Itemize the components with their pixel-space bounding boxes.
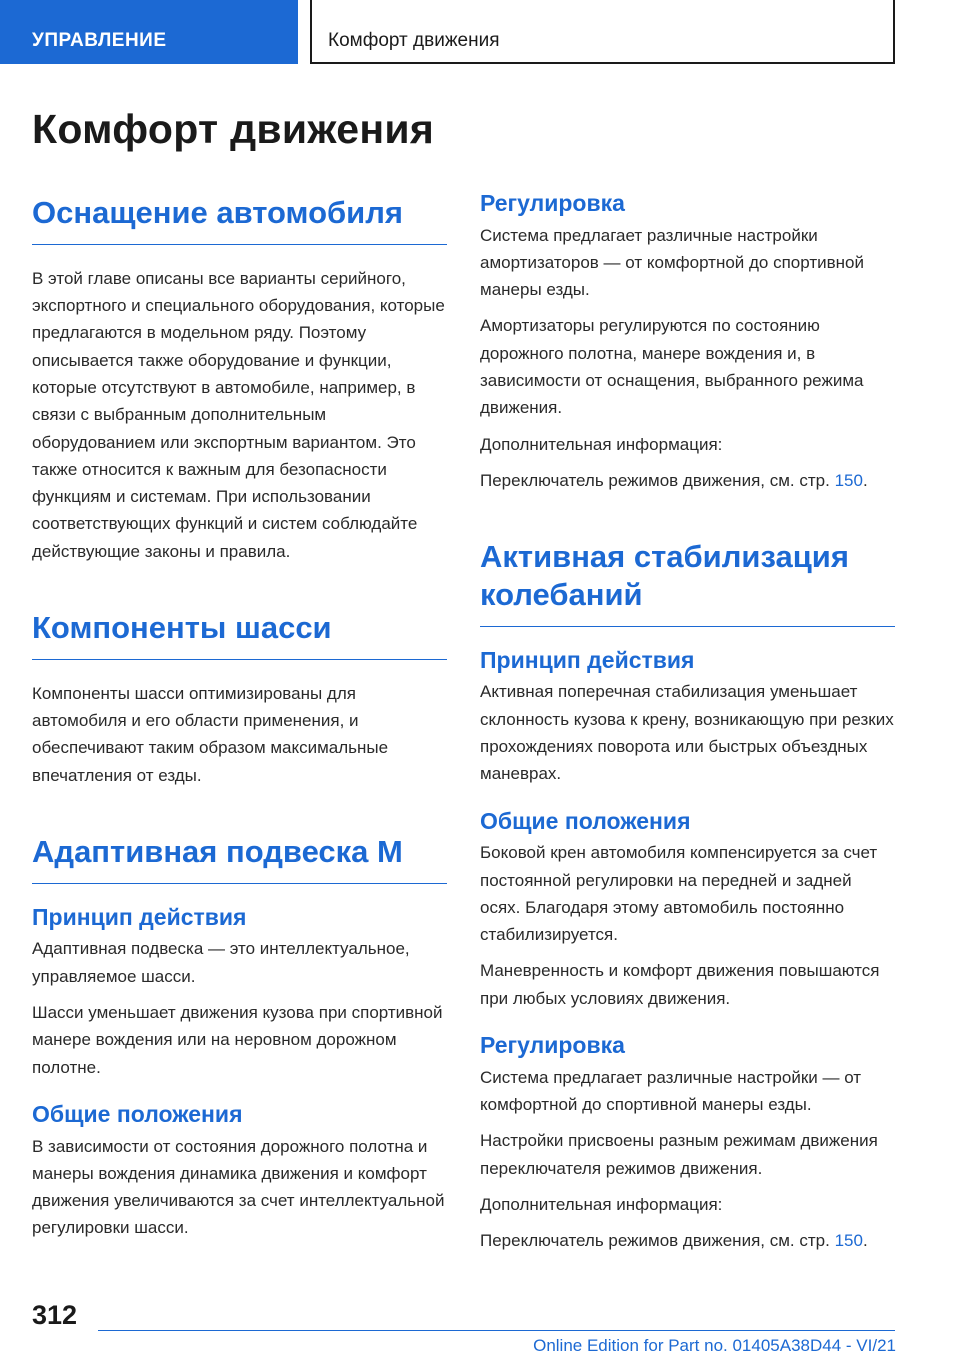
adaptive-suspension-heading: Адаптивная подвеска M (32, 823, 447, 884)
suspension-adjust-heading: Регулировка (480, 190, 625, 216)
roll-principle-text: Активная поперечная стабилизация уменьшает склонность кузова к крену, возникающую при резких прохождениях поворота или быстрых объездных маневрах. (480, 682, 894, 784)
suspension-adjust-text-4: Переключатель режимов движения, см. стр. 150. (480, 470, 868, 490)
left-column (32, 184, 447, 1242)
suspension-adjust-text-3: Дополнительная информация: (480, 434, 723, 454)
suspension-page-link[interactable]: 150 (834, 470, 863, 490)
roll-general-heading: Общие положения (480, 807, 691, 834)
footer-rule (98, 1330, 895, 1331)
roll-general-text-1: Боковой крен автомобиля компенсируется за счет постоянной регулировки на передней и задней осях. Благодаря этому автомобиль постоянно стабилизируется. (480, 843, 878, 945)
suspension-general-heading: Общие положения (32, 1100, 243, 1127)
roll-adjust-text-1: Система предлагает различные настройки — от комфортной до спортивной манеры езды. (480, 1067, 862, 1114)
suspension-principle-heading: Принцип действия (32, 903, 247, 930)
right-column (480, 190, 895, 1254)
roll-page-link[interactable]: 150 (834, 1231, 863, 1251)
suspension-general-text: В зависимости от состояния дорожного полотна и манеры вождения динамика движения и комфорт движения увеличиваются за счет интеллектуальной регулировки шасси. (32, 1136, 445, 1238)
roll-stabilization-heading: Активная стабилизация колебаний (480, 528, 895, 627)
roll-adjust-ref: Переключатель режимов движения, см. стр. (480, 1231, 830, 1251)
suspension-adjust-text-1: Система предлагает различные настройки амортизаторов — от комфортной до спортивной манеры езды. (480, 225, 864, 300)
suspension-principle-text-1: Адаптивная подвеска — это интеллектуальное, управляемое шасси. (32, 939, 410, 986)
chassis-heading: Компоненты шасси (32, 599, 447, 660)
vehicle-equipment-heading: Оснащение автомобиля (32, 184, 447, 245)
suspension-adjust-text-2: Амортизаторы регулируются по состоянию дорожного полотна, манере вождения и, в зависимости от оснащения, выбранного режима движения. (480, 316, 864, 418)
footer-edition: Online Edition for Part no. 01405A38D44 - VI/21 (533, 1336, 896, 1355)
page-number: 312 (32, 1300, 78, 1330)
roll-adjust-text-2: Настройки присвоены разным режимам движения переключателя режимов движения. (480, 1131, 878, 1178)
roll-adjust-heading: Регулировка (480, 1032, 625, 1059)
roll-principle-heading: Принцип действия (480, 646, 695, 673)
section-tab[interactable]: УПРАВЛЕНИЕ (0, 0, 298, 64)
page-tab[interactable]: Комфорт движения (310, 0, 895, 64)
suspension-principle-text-2: Шасси уменьшает движения кузова при спортивной манере вождения или на неровном дорожном полотне. (32, 1003, 443, 1077)
roll-adjust-text-4: Переключатель режимов движения, см. стр. 150. (480, 1231, 868, 1251)
roll-general-text-2: Маневренность и комфорт движения повышаются при любых условиях движения. (480, 961, 880, 1008)
page-title: Комфорт движения (32, 106, 435, 152)
chassis-text: Компоненты шасси оптимизированы для автомобиля и его области применения, и обеспечивают таким образом максимальные впечатления от езды. (32, 683, 389, 785)
vehicle-equipment-text: В этой главе описаны все варианты серийного, экспортного и специального оборудования, которые предлагаются в модельном ряду. Поэтому описывается также оборудование и функции, которые отсутствуют в автомобиле, например, в связи с выбранным дополнительным оборудованием или экспортным вариантом. Это также относится к важным для безопасности функциям и системам. При использовании соответствующих функций и систем соблюдайте действующие законы и правила. (32, 268, 445, 561)
suspension-adjust-ref: Переключатель режимов движения, см. стр. (480, 470, 830, 490)
roll-adjust-text-3: Дополнительная информация: (480, 1194, 723, 1214)
